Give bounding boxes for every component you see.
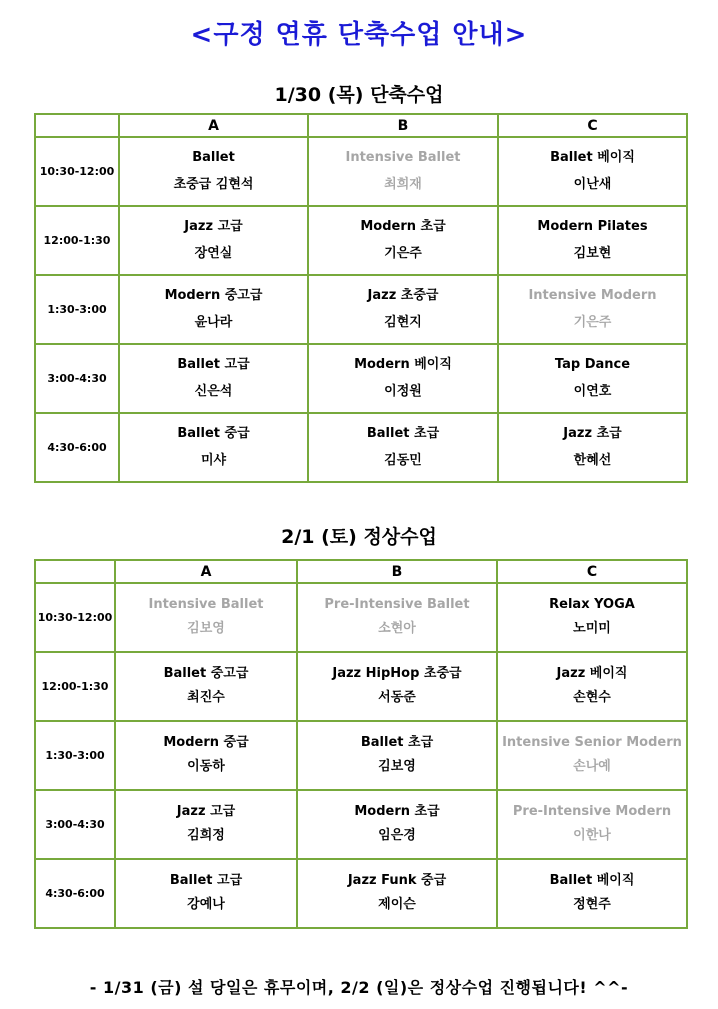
class-cell — [308, 413, 498, 482]
schedule-row — [35, 790, 687, 859]
class-name: Jazz 초급 — [563, 425, 622, 441]
class-cell — [115, 859, 297, 928]
class-name: Pre-Intensive Ballet — [324, 597, 470, 612]
instructor-name: 미샤 — [200, 452, 227, 468]
header-column-c: C — [498, 114, 687, 137]
instructor-name: 노미미 — [573, 621, 611, 636]
class-name: Jazz Funk 중급 — [347, 873, 447, 888]
instructor-name: 기은주 — [384, 245, 422, 261]
class-name: Jazz 초중급 — [367, 287, 439, 303]
header-time-cell — [35, 114, 119, 137]
class-name: Jazz 고급 — [184, 218, 243, 234]
class-cell — [297, 583, 497, 652]
class-cell — [119, 413, 308, 482]
header-column-c: C — [497, 560, 687, 583]
schedule-row — [35, 344, 687, 413]
class-cell — [498, 275, 687, 344]
instructor-name: 초중급 김현석 — [173, 176, 254, 192]
time-slot: 4:30-6:00 — [35, 859, 115, 928]
class-name: Tap Dance — [554, 356, 631, 372]
schedule-row — [35, 275, 687, 344]
instructor-name: 신은석 — [194, 383, 233, 399]
class-name: Modern 초급 — [360, 218, 446, 234]
class-name: Ballet 베이직 — [550, 149, 635, 165]
class-cell — [297, 721, 497, 790]
footer-notice: - 1/31 (금) 설 당일은 휴무이며, 2/2 (일)은 정상수업 진행됩니다! ^^- — [89, 978, 629, 997]
time-slot: 1:30-3:00 — [35, 721, 115, 790]
class-cell — [498, 413, 687, 482]
schedule-row — [35, 413, 687, 482]
schedule-row — [35, 721, 687, 790]
class-cell — [119, 344, 308, 413]
class-name: Modern 중급 — [163, 735, 249, 750]
instructor-name: 김보현 — [573, 245, 612, 261]
header-time-cell — [35, 560, 115, 583]
class-name: Modern Pilates — [537, 218, 648, 234]
class-cell — [308, 206, 498, 275]
schedule-table-0130 — [34, 113, 688, 483]
instructor-name: 이정원 — [384, 383, 422, 399]
class-cell — [119, 137, 308, 206]
section1-title: 1/30 (목) 단축수업 — [274, 84, 444, 106]
instructor-name: 강예나 — [187, 897, 225, 912]
instructor-name: 윤나라 — [194, 314, 233, 330]
time-slot: 12:00-1:30 — [35, 206, 119, 275]
class-cell — [498, 344, 687, 413]
instructor-name: 이동하 — [187, 759, 225, 774]
instructor-name: 손현수 — [573, 690, 611, 705]
class-cell — [308, 275, 498, 344]
instructor-name: 이연호 — [573, 383, 612, 399]
time-slot: 1:30-3:00 — [35, 275, 119, 344]
instructor-name: 장연실 — [194, 245, 233, 261]
instructor-name: 서동준 — [378, 690, 416, 705]
class-name: Intensive Ballet — [148, 597, 264, 612]
class-name: Jazz 고급 — [176, 804, 236, 819]
class-name: Ballet 베이직 — [549, 873, 635, 888]
class-cell — [497, 652, 687, 721]
header-column-a: A — [115, 560, 297, 583]
header-row — [35, 114, 687, 137]
instructor-name: 김현지 — [384, 314, 422, 330]
class-name: Ballet 초급 — [366, 425, 440, 441]
class-cell — [119, 275, 308, 344]
instructor-name: 이한나 — [573, 828, 611, 843]
instructor-name: 김동민 — [384, 452, 422, 468]
class-name: Jazz HipHop 초중급 — [332, 666, 462, 681]
schedule-row — [35, 859, 687, 928]
class-name: Jazz 베이직 — [556, 666, 628, 681]
class-cell — [497, 790, 687, 859]
class-cell — [115, 721, 297, 790]
class-cell — [497, 721, 687, 790]
schedule-row — [35, 206, 687, 275]
time-slot: 3:00-4:30 — [35, 344, 119, 413]
class-cell — [498, 137, 687, 206]
time-slot: 10:30-12:00 — [35, 137, 119, 206]
time-slot: 12:00-1:30 — [35, 652, 115, 721]
class-cell — [115, 583, 297, 652]
class-cell — [497, 583, 687, 652]
class-name: Ballet 고급 — [169, 873, 243, 888]
instructor-name: 손나예 — [573, 759, 611, 774]
instructor-name: 정현주 — [573, 897, 611, 912]
header-column-a: A — [119, 114, 308, 137]
class-cell — [119, 206, 308, 275]
class-cell — [308, 344, 498, 413]
header-column-b: B — [308, 114, 498, 137]
instructor-name: 한혜선 — [573, 452, 612, 468]
schedule-row — [35, 652, 687, 721]
class-name: Modern 베이직 — [354, 356, 452, 372]
class-cell — [115, 652, 297, 721]
class-name: Modern 초급 — [354, 804, 440, 819]
instructor-name: 김보영 — [378, 759, 416, 774]
class-cell — [497, 859, 687, 928]
header-row — [35, 560, 687, 583]
schedule-table-0201 — [34, 559, 688, 929]
page-title: <구정 연휴 단축수업 안내> — [190, 20, 528, 50]
class-name: Ballet 중고급 — [163, 666, 249, 681]
class-cell — [297, 859, 497, 928]
instructor-name: 최희재 — [384, 176, 422, 192]
instructor-name: 제이슨 — [378, 897, 416, 912]
time-slot: 4:30-6:00 — [35, 413, 119, 482]
class-cell — [115, 790, 297, 859]
class-name: Ballet — [192, 149, 235, 165]
class-name: Pre-Intensive Modern — [512, 804, 672, 819]
class-cell — [498, 206, 687, 275]
class-name: Ballet 초급 — [360, 735, 434, 750]
instructor-name: 기은주 — [573, 314, 612, 330]
instructor-name: 임은경 — [378, 828, 416, 843]
schedule-row — [35, 137, 687, 206]
class-cell — [308, 137, 498, 206]
class-name: Modern 중고급 — [164, 287, 263, 303]
time-slot: 10:30-12:00 — [35, 583, 115, 652]
instructor-name: 최진수 — [187, 690, 225, 705]
instructor-name: 소현아 — [378, 621, 416, 636]
class-cell — [297, 790, 497, 859]
header-column-b: B — [297, 560, 497, 583]
class-name: Intensive Modern — [528, 287, 657, 303]
class-name: Intensive Ballet — [345, 149, 461, 165]
section2-title: 2/1 (토) 정상수업 — [281, 526, 437, 548]
class-name: Ballet 고급 — [177, 356, 250, 372]
class-name: Relax YOGA — [549, 597, 635, 612]
instructor-name: 김희정 — [187, 828, 225, 843]
instructor-name: 이난새 — [573, 176, 612, 192]
class-cell — [297, 652, 497, 721]
schedule-row — [35, 583, 687, 652]
time-slot: 3:00-4:30 — [35, 790, 115, 859]
class-name: Ballet 중급 — [177, 425, 250, 441]
class-name: Intensive Senior Modern — [502, 735, 682, 750]
instructor-name: 김보영 — [187, 621, 225, 636]
